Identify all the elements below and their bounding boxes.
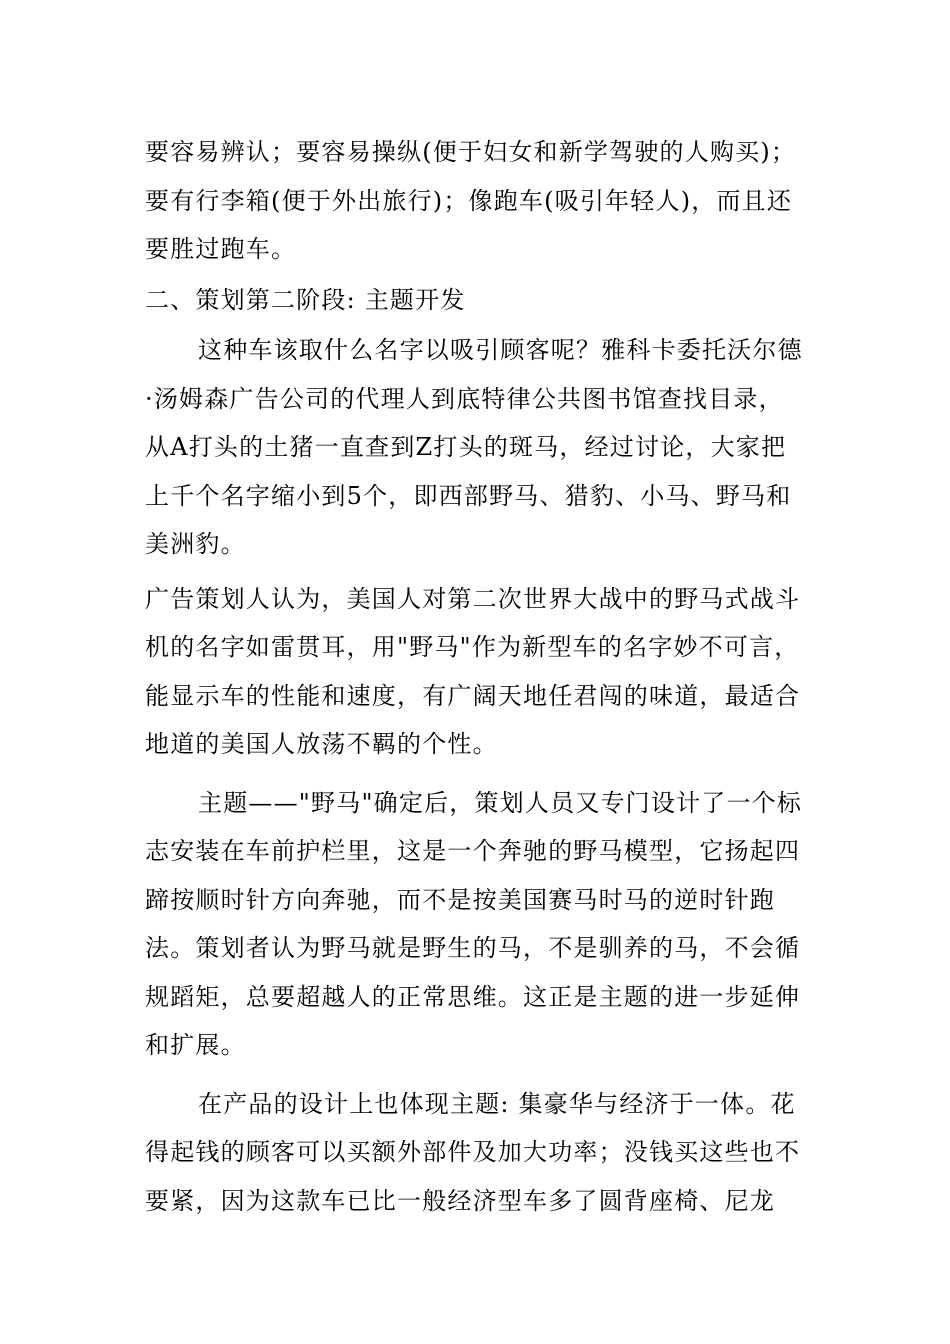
paragraph-product-design: 在产品的设计上也体现主题: 集豪华与经济于一体。花得起钱的顾客可以买额外部件及加大功率；没钱买这些也不要紧，因为这款车已比一般经济型车多了圆背座椅、尼龙 [145,1089,801,1215]
paragraph-requirements: 要容易辨认；要容易操纵(便于妇女和新学驾驶的人购买)；要有行李箱(便于外出旅行)；像跑车(吸引年轻人)，而且还要胜过跑车。 [145,138,797,263]
document-page [145,128,809,1225]
paragraph-logo-design: 主题——"野马"确定后，策划人员又专门设计了一个标志安装在车前护栏里，这是一个奔驰的野马模型，它扬起四蹄按顺时针方向奔驰，而不是按美国赛马时马的逆时针跑法。策划者认为野马就是野生的马，不是驯养的马，不会循规蹈矩，总要超越人的正常思维。这正是主题的进一步延伸和扩展。 [145,788,803,1059]
paragraph-mustang-reason: 广告策划人认为，美国人对第二次世界大战中的野马式战斗机的名字如雷贯耳，用"野马"作为新型车的名字妙不可言，能显示车的性能和速度，有广阔天地任君闯的味道，最适合地道的美国人放荡不羁的个性。 [145,584,801,758]
section-heading: 二、策划第二阶段: 主题开发 [145,285,466,314]
paragraph-naming: 这种车该取什么名字以吸引顾客呢？雅科卡委托沃尔德·汤姆森广告公司的代理人到底特律公共图书馆查找目录，从A打头的土猪一直查到Z打头的斑马，经过讨论，大家把上千个名字缩小到5个，即西部野马、猎豹、小马、野马和美洲豹。 [145,336,803,558]
